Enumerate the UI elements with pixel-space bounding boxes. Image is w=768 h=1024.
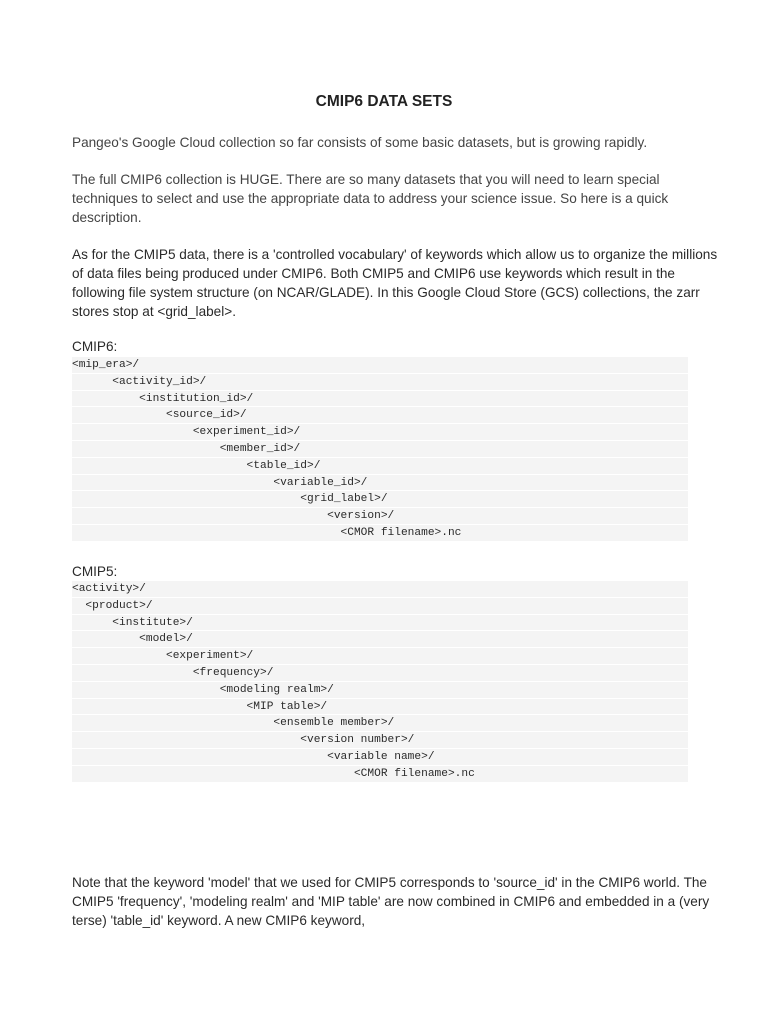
cmip6-path-line: <mip_era>/ bbox=[72, 357, 688, 374]
note-paragraph: Note that the keyword 'model' that we used for CMIP5 corresponds to 'source_id' in the CMIP6 world. The CMIP5 'frequency', 'modeling realm' and 'MIP table' are now combined in CMIP6 and embedded in a (very terse) 'table_id' keyword. A new CMIP6 keyword, bbox=[72, 875, 710, 928]
cmip5-path-line: <frequency>/ bbox=[72, 665, 688, 682]
cmip5-path-line: <variable name>/ bbox=[72, 749, 688, 766]
cmip6-label: CMIP6: bbox=[72, 339, 118, 354]
cmip5-label: CMIP5: bbox=[72, 564, 118, 579]
cmip6-path-line: <CMOR filename>.nc bbox=[72, 525, 688, 542]
cmip5-path-line: <ensemble member>/ bbox=[72, 715, 688, 732]
cmip5-directory-structure bbox=[72, 581, 688, 783]
cmip5-path-line: <experiment>/ bbox=[72, 648, 688, 665]
vocabulary-paragraph: As for the CMIP5 data, there is a 'controlled vocabulary' of keywords which allow us to organize the millions of data files being produced under CMIP6. Both CMIP5 and CMIP6 use keywords which result in the following file system structure (on NCAR/GLADE). In this Google Cloud Store (GCS) collections, the zarr stores stop at <grid_label>. bbox=[72, 247, 718, 319]
cmip6-path-line: <member_id>/ bbox=[72, 441, 688, 458]
cmip6-path-line: <source_id>/ bbox=[72, 407, 688, 424]
collection-size-paragraph: The full CMIP6 collection is HUGE. There are so many datasets that you will need to learn special techniques to select and use the appropriate data to address your science issue. So here is a quick description. bbox=[72, 172, 669, 225]
cmip6-path-line: <activity_id>/ bbox=[72, 374, 688, 391]
cmip5-path-line: <CMOR filename>.nc bbox=[72, 766, 688, 783]
cmip5-path-line: <activity>/ bbox=[72, 581, 688, 598]
cmip6-path-line: <table_id>/ bbox=[72, 458, 688, 475]
cmip6-path-line: <experiment_id>/ bbox=[72, 424, 688, 441]
cmip6-path-line: <grid_label>/ bbox=[72, 491, 688, 508]
cmip5-path-line: <MIP table>/ bbox=[72, 699, 688, 716]
cmip5-path-line: <model>/ bbox=[72, 631, 688, 648]
cmip5-path-line: <modeling realm>/ bbox=[72, 682, 688, 699]
cmip6-path-line: <institution_id>/ bbox=[72, 391, 688, 408]
cmip6-directory-structure bbox=[72, 357, 688, 542]
cmip6-path-line: <version>/ bbox=[72, 508, 688, 525]
page-title: CMIP6 DATA SETS bbox=[315, 93, 453, 110]
cmip5-path-line: <product>/ bbox=[72, 598, 688, 615]
cmip5-path-line: <institute>/ bbox=[72, 615, 688, 632]
cmip6-path-line: <variable_id>/ bbox=[72, 475, 688, 492]
cmip5-path-line: <version number>/ bbox=[72, 732, 688, 749]
intro-paragraph: Pangeo's Google Cloud collection so far consists of some basic datasets, but is growing rapidly. bbox=[72, 135, 648, 150]
